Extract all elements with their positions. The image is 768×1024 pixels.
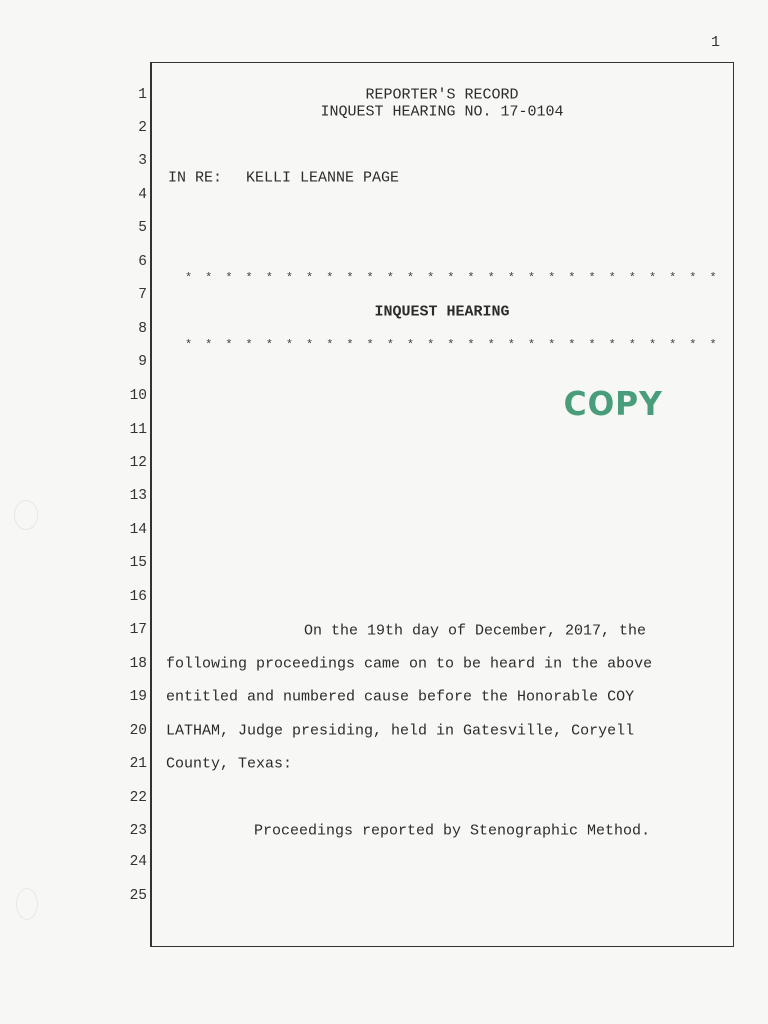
line-number: 19	[129, 689, 147, 705]
scan-smudge	[14, 500, 38, 530]
line-number: 22	[129, 790, 147, 806]
in-re-label: IN RE:	[168, 169, 223, 187]
line-number: 6	[138, 254, 147, 270]
line-number: 14	[129, 522, 147, 538]
line-number: 17	[129, 622, 147, 638]
closing-line: Proceedings reported by Stenographic Method.	[254, 822, 651, 840]
line-number: 23	[129, 823, 147, 839]
line-number: 24	[129, 854, 147, 870]
in-re-name: KELLI LEANNE PAGE	[246, 169, 400, 187]
line-number: 2	[138, 120, 147, 136]
line-number: 13	[129, 488, 147, 504]
line-number: 1	[138, 87, 147, 103]
line-number: 11	[129, 422, 147, 438]
page-number: 1	[710, 34, 720, 51]
body-line: On the 19th day of December, 2017, the	[304, 622, 647, 640]
body-line: LATHAM, Judge presiding, held in Gatesville, Coryell	[166, 722, 635, 740]
line-number: 4	[138, 187, 147, 203]
line-number: 15	[129, 555, 147, 571]
line-number: 16	[129, 589, 147, 605]
record-subtitle: INQUEST HEARING NO. 17-0104	[320, 103, 564, 121]
body-line: entitled and numbered cause before the Honorable COY	[166, 688, 635, 706]
line-number: 18	[129, 656, 147, 672]
line-number: 5	[138, 220, 147, 236]
line-number: 25	[129, 888, 147, 904]
line-number: 3	[138, 153, 147, 169]
asterisk-divider-top: * * * * * * * * * * * * * * * * * * * * * * * * * * *	[185, 271, 717, 285]
record-title: REPORTER'S RECORD	[365, 86, 519, 104]
record-border	[150, 62, 734, 947]
line-number: 12	[129, 455, 147, 471]
body-line: County, Texas:	[166, 755, 293, 773]
hearing-title: INQUEST HEARING	[374, 303, 510, 321]
copy-stamp: COPY	[563, 384, 663, 423]
body-line: following proceedings came on to be heard in the above	[166, 655, 653, 673]
line-number: 9	[138, 354, 147, 370]
line-number: 20	[129, 723, 147, 739]
line-number: 21	[129, 756, 147, 772]
line-number: 7	[138, 287, 147, 303]
scan-smudge	[16, 888, 38, 920]
line-number: 8	[138, 321, 147, 337]
asterisk-divider-bottom: * * * * * * * * * * * * * * * * * * * * * * * * * * *	[185, 338, 717, 352]
line-number: 10	[129, 388, 147, 404]
